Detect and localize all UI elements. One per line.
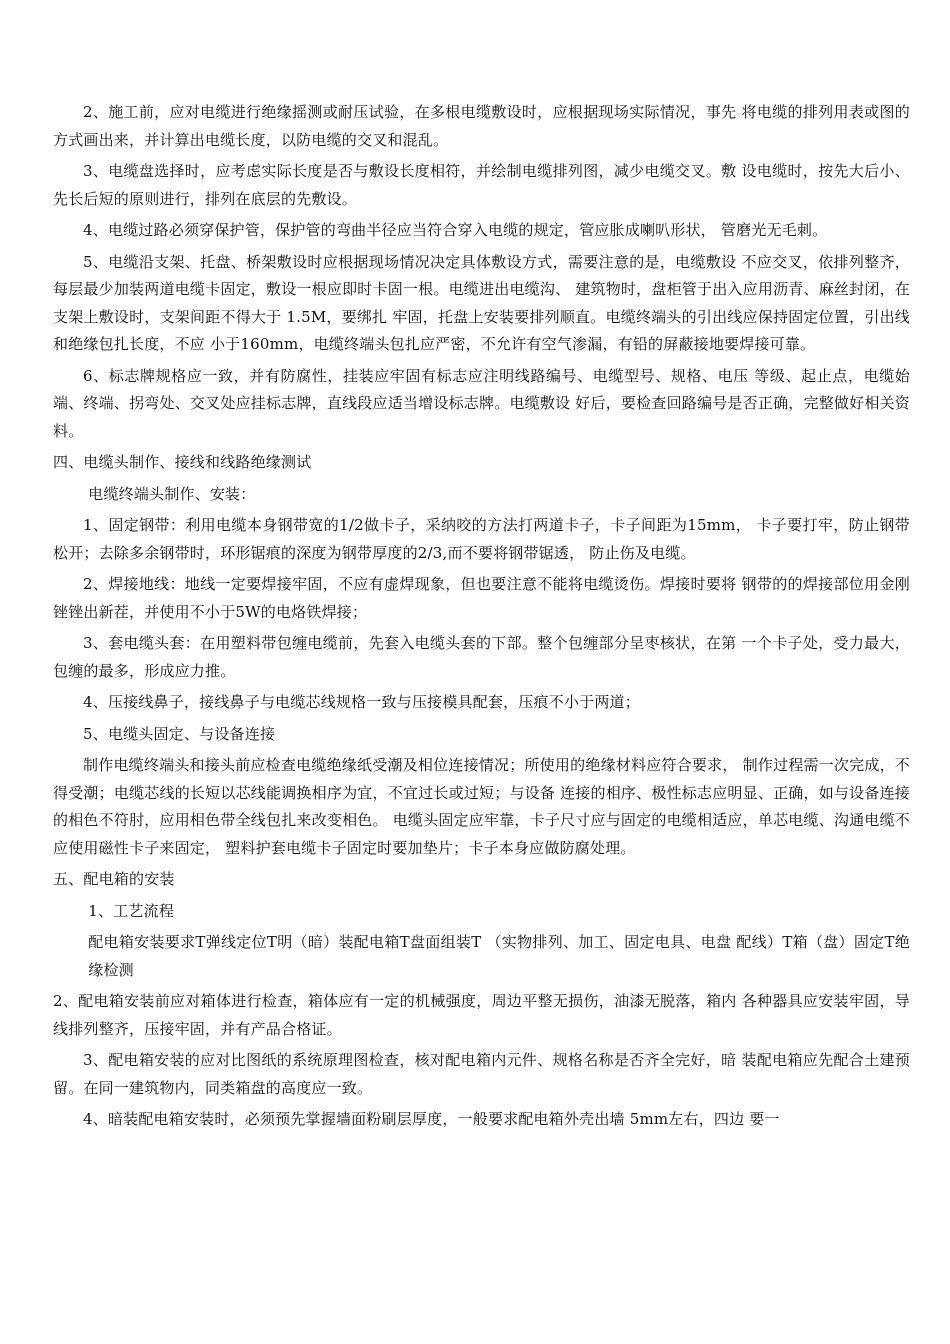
paragraph-drawing-check: 3、配电箱安装的应对比图纸的系统原理图检查，核对配电箱内元件、规格名称是否齐全完好，暗 装配电箱应先配合土建预留。在同一建筑物内，同类箱盘的高度应一致。: [53, 1051, 910, 1097]
paragraph-protection-pipe: 4、电缆过路必须穿保护管，保护管的弯曲半径应当符合穿入电缆的规定，管应胀成喇叭形状， 管磨光无毛刺。: [83, 221, 828, 239]
paragraph-process-flow: 配电箱安装要求T弹线定位T明（暗）装配电箱T盘面组装T （实物排列、加工、固定电具、电盘 配线）T箱（盘）固定T绝缘检测: [88, 933, 910, 979]
paragraph-fix-connect: 5、电缆头固定、与设备连接: [83, 724, 276, 743]
section-heading-distribution-box: 五、配电箱的安装: [53, 870, 175, 888]
document-page: [53, 99, 910, 1138]
paragraph-terminal-requirements: 制作电缆终端头和接头前应检查电缆绝缘纸受潮及相位连接情况；所使用的绝缘材料应符合要求， 制作过程需一次完成，不得受潮；电缆芯线的长短以芯线能调换相序为宜，不宜过长或过短；与设备 连接的相序、极性标志应明显、正确，如与设备连接的相色不符肘，应用相色带全线包扎来改变相色。 电缆头固定应牢靠，卡子尺寸应与固定的电缆相适应，单芯电缆、沟通电缆不应使用磁性卡子来固定， 塑料护套电缆卡子固定时要加垫片；卡子本身应做防腐处理。: [53, 756, 910, 857]
paragraph-concealed-install: 4、暗装配电箱安装时，必须预先掌握墙面粉刷层厚度，一般要求配电箱外壳出墙 5mm左右，四边 要一: [83, 1110, 780, 1128]
paragraph-sign-plates: 6、标志牌规格应一致，并有防腐性，挂装应牢固有标志应注明线路编号、电缆型号、规格、电压 等级、起止点，电缆始端、终端、拐弯处、交叉处应挂标志牌，直线段应适当增设标志牌。电缆敷设 好后，要检查回路编号是否正确，完整做好相关资料。: [53, 366, 910, 440]
section-heading-cable-head: 四、电缆头制作、接线和线路绝缘测试: [53, 453, 312, 471]
paragraph-cable-insulation-test: 2、施工前，应对电缆进行绝缘摇测或耐压试验，在多根电缆敷设时，应根据现场实际情况，事先 将电缆的排列用表或图的方式画出来，并计算出电缆长度，以防电缆的交叉和混乱。: [53, 103, 910, 149]
paragraph-tray-laying: 5、电缆沿支架、托盘、桥架敷设时应根据现场情况决定具体敷设方式，需要注意的是，电缆敷设 不应交叉，依排列整齐，每层最少加装两道电缆卡固定，敷设一根应即时卡固一根。电缆进出电缆沟、 建筑物时，盘柜管于出入应用沥青、麻丝封闭，在支架上敷设时，支架间距不得大于 1.5M，要绑扎 牢固，托盘上安装要排列顺直。电缆终端头的引出线应保持固定位置，引出线和绝缘包扎长度，不应 小于160mm，电缆终端头包扎应严密，不允许有空气渗漏，有铅的屏蔽接地要焊接可靠。: [53, 252, 910, 353]
paragraph-cable-reel-selection: 3、电缆盘选择时，应考虑实际长度是否与敷设长度相符，并绘制电缆排列图，减少电缆交叉。敷 设电缆时，按先大后小、先长后短的原则进行，排列在底层的先敷设。: [53, 162, 910, 208]
subheading-terminal-head: 电缆终端头制作、安装：: [88, 484, 256, 503]
paragraph-box-inspection: 2、配电箱安装前应对箱体进行检查，箱体应有一定的机械强度，周边平整无损伤，油漆无脱落，箱内 各种器具应安装牢固，导线排列整齐，压接牢固，并有产品合格证。: [53, 992, 910, 1038]
paragraph-fix-steel-band: 1、固定钢带：利用电缆本身钢带宽的1/2做卡子，采纳咬的方法打两道卡子，卡子间距为15mm， 卡子要打牢，防止钢带松开；去除多余钢带时，环形锯痕的深度为钢带厚度的2/3,而不要将钢带锯透， 防止伤及电缆。: [53, 516, 910, 562]
paragraph-cable-head-sleeve: 3、套电缆头套：在用塑料带包缠电缆前，先套入电缆头套的下部。整个包缠部分呈枣核状，在第 一个卡子处，受力最大，包缠的最多，形成应力推。: [53, 634, 910, 680]
subheading-process-flow: 1、工艺流程: [88, 901, 174, 920]
paragraph-weld-ground: 2、焊接地线：地线一定要焊接牢固，不应有虚焊现象，但也要注意不能将电缆烫伤。焊接时要将 钢带的的焊接部位用金刚锉锉出新茬，并使用不小于5W的电烙铁焊接；: [53, 575, 910, 621]
paragraph-crimp-lug: 4、压接线鼻子，接线鼻子与电缆芯线规格一致与压接模具配套，压痕不小于两道；: [83, 693, 640, 711]
